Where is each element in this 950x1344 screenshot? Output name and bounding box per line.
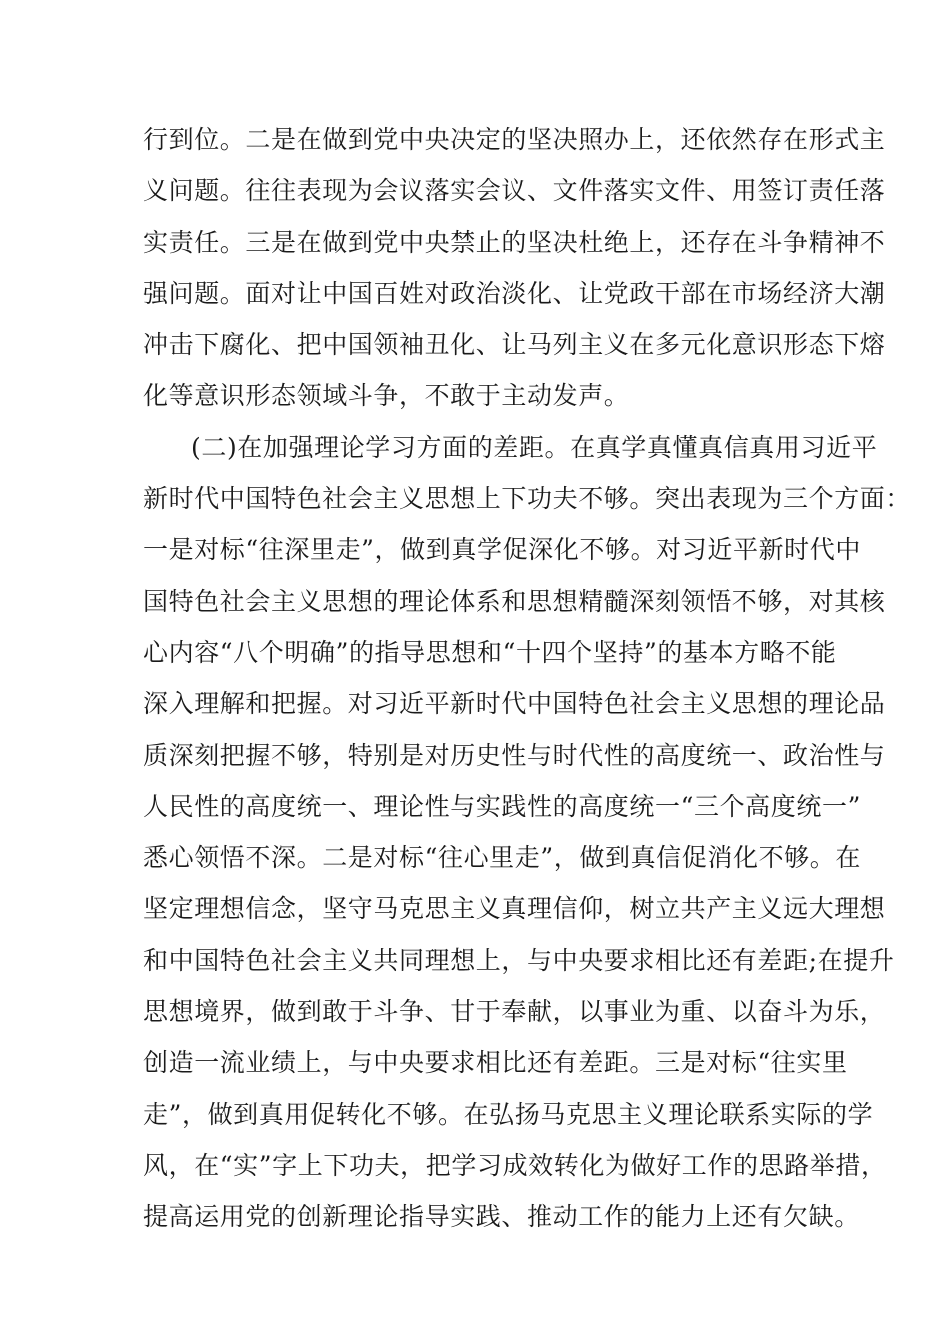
text-line: 提高运用党的创新理论指导实践、推动工作的能力上还有欠缺。 [143, 1202, 860, 1232]
text-line: 国特色社会主义思想的理论体系和思想精髓深刻领悟不够，对其核 [143, 586, 886, 616]
section-heading-line: (二)在加强理论学习方面的差距。在真学真懂真信真用习近平 [191, 432, 878, 462]
text-line: 坚定理想信念，坚守马克思主义真理信仰，树立共产主义远大理想 [143, 894, 886, 924]
text-line: 创造一流业绩上，与中央要求相比还有差距。三是对标“往实里 [143, 1048, 848, 1078]
text-line: 强问题。面对让中国百姓对政治淡化、让党政干部在市场经济大潮 [143, 278, 886, 308]
text-line: 冲击下腐化、把中国领袖丑化、让马列主义在多元化意识形态下熔 [143, 330, 886, 360]
text-line: 实责任。三是在做到党中央禁止的坚决杜绝上，还存在斗争精神不 [143, 227, 886, 257]
text-line: 化等意识形态领域斗争，不敢于主动发声。 [143, 381, 630, 411]
text-line: 风，在“实”字上下功夫，把学习成效转化为做好工作的思路举措， [143, 1150, 887, 1180]
text-line: 一是对标“往深里走”，做到真学促深化不够。对习近平新时代中 [143, 535, 861, 565]
text-line: 人民性的高度统一、理论性与实践性的高度统一“三个高度统一” [143, 791, 861, 821]
text-line: 思想境界，做到敢于斗争、甘于奉献，以事业为重、以奋斗为乐， [143, 997, 886, 1027]
text-line: 质深刻把握不够，特别是对历史性与时代性的高度统一、政治性与 [143, 740, 886, 770]
text-line: 走”，做到真用促转化不够。在弘扬马克思主义理论联系实际的学 [143, 1099, 874, 1129]
document-body [143, 118, 912, 1247]
text-line: 悉心领悟不深。二是对标“往心里走”，做到真信促消化不够。在 [143, 843, 861, 873]
text-line: 深入理解和把握。对习近平新时代中国特色社会主义思想的理论品 [143, 689, 886, 719]
text-line: 和中国特色社会主义共同理想上，与中央要求相比还有差距;在提升 [143, 945, 895, 975]
text-line: 义问题。往往表现为会议落实会议、文件落实文件、用签订责任落 [143, 176, 886, 206]
text-line: 新时代中国特色社会主义思想上下功夫不够。突出表现为三个方面： [143, 484, 912, 514]
text-line: 心内容“八个明确”的指导思想和“十四个坚持”的基本方略不能 [143, 637, 837, 667]
text-line: 行到位。二是在做到党中央决定的坚决照办上，还依然存在形式主 [143, 125, 886, 154]
